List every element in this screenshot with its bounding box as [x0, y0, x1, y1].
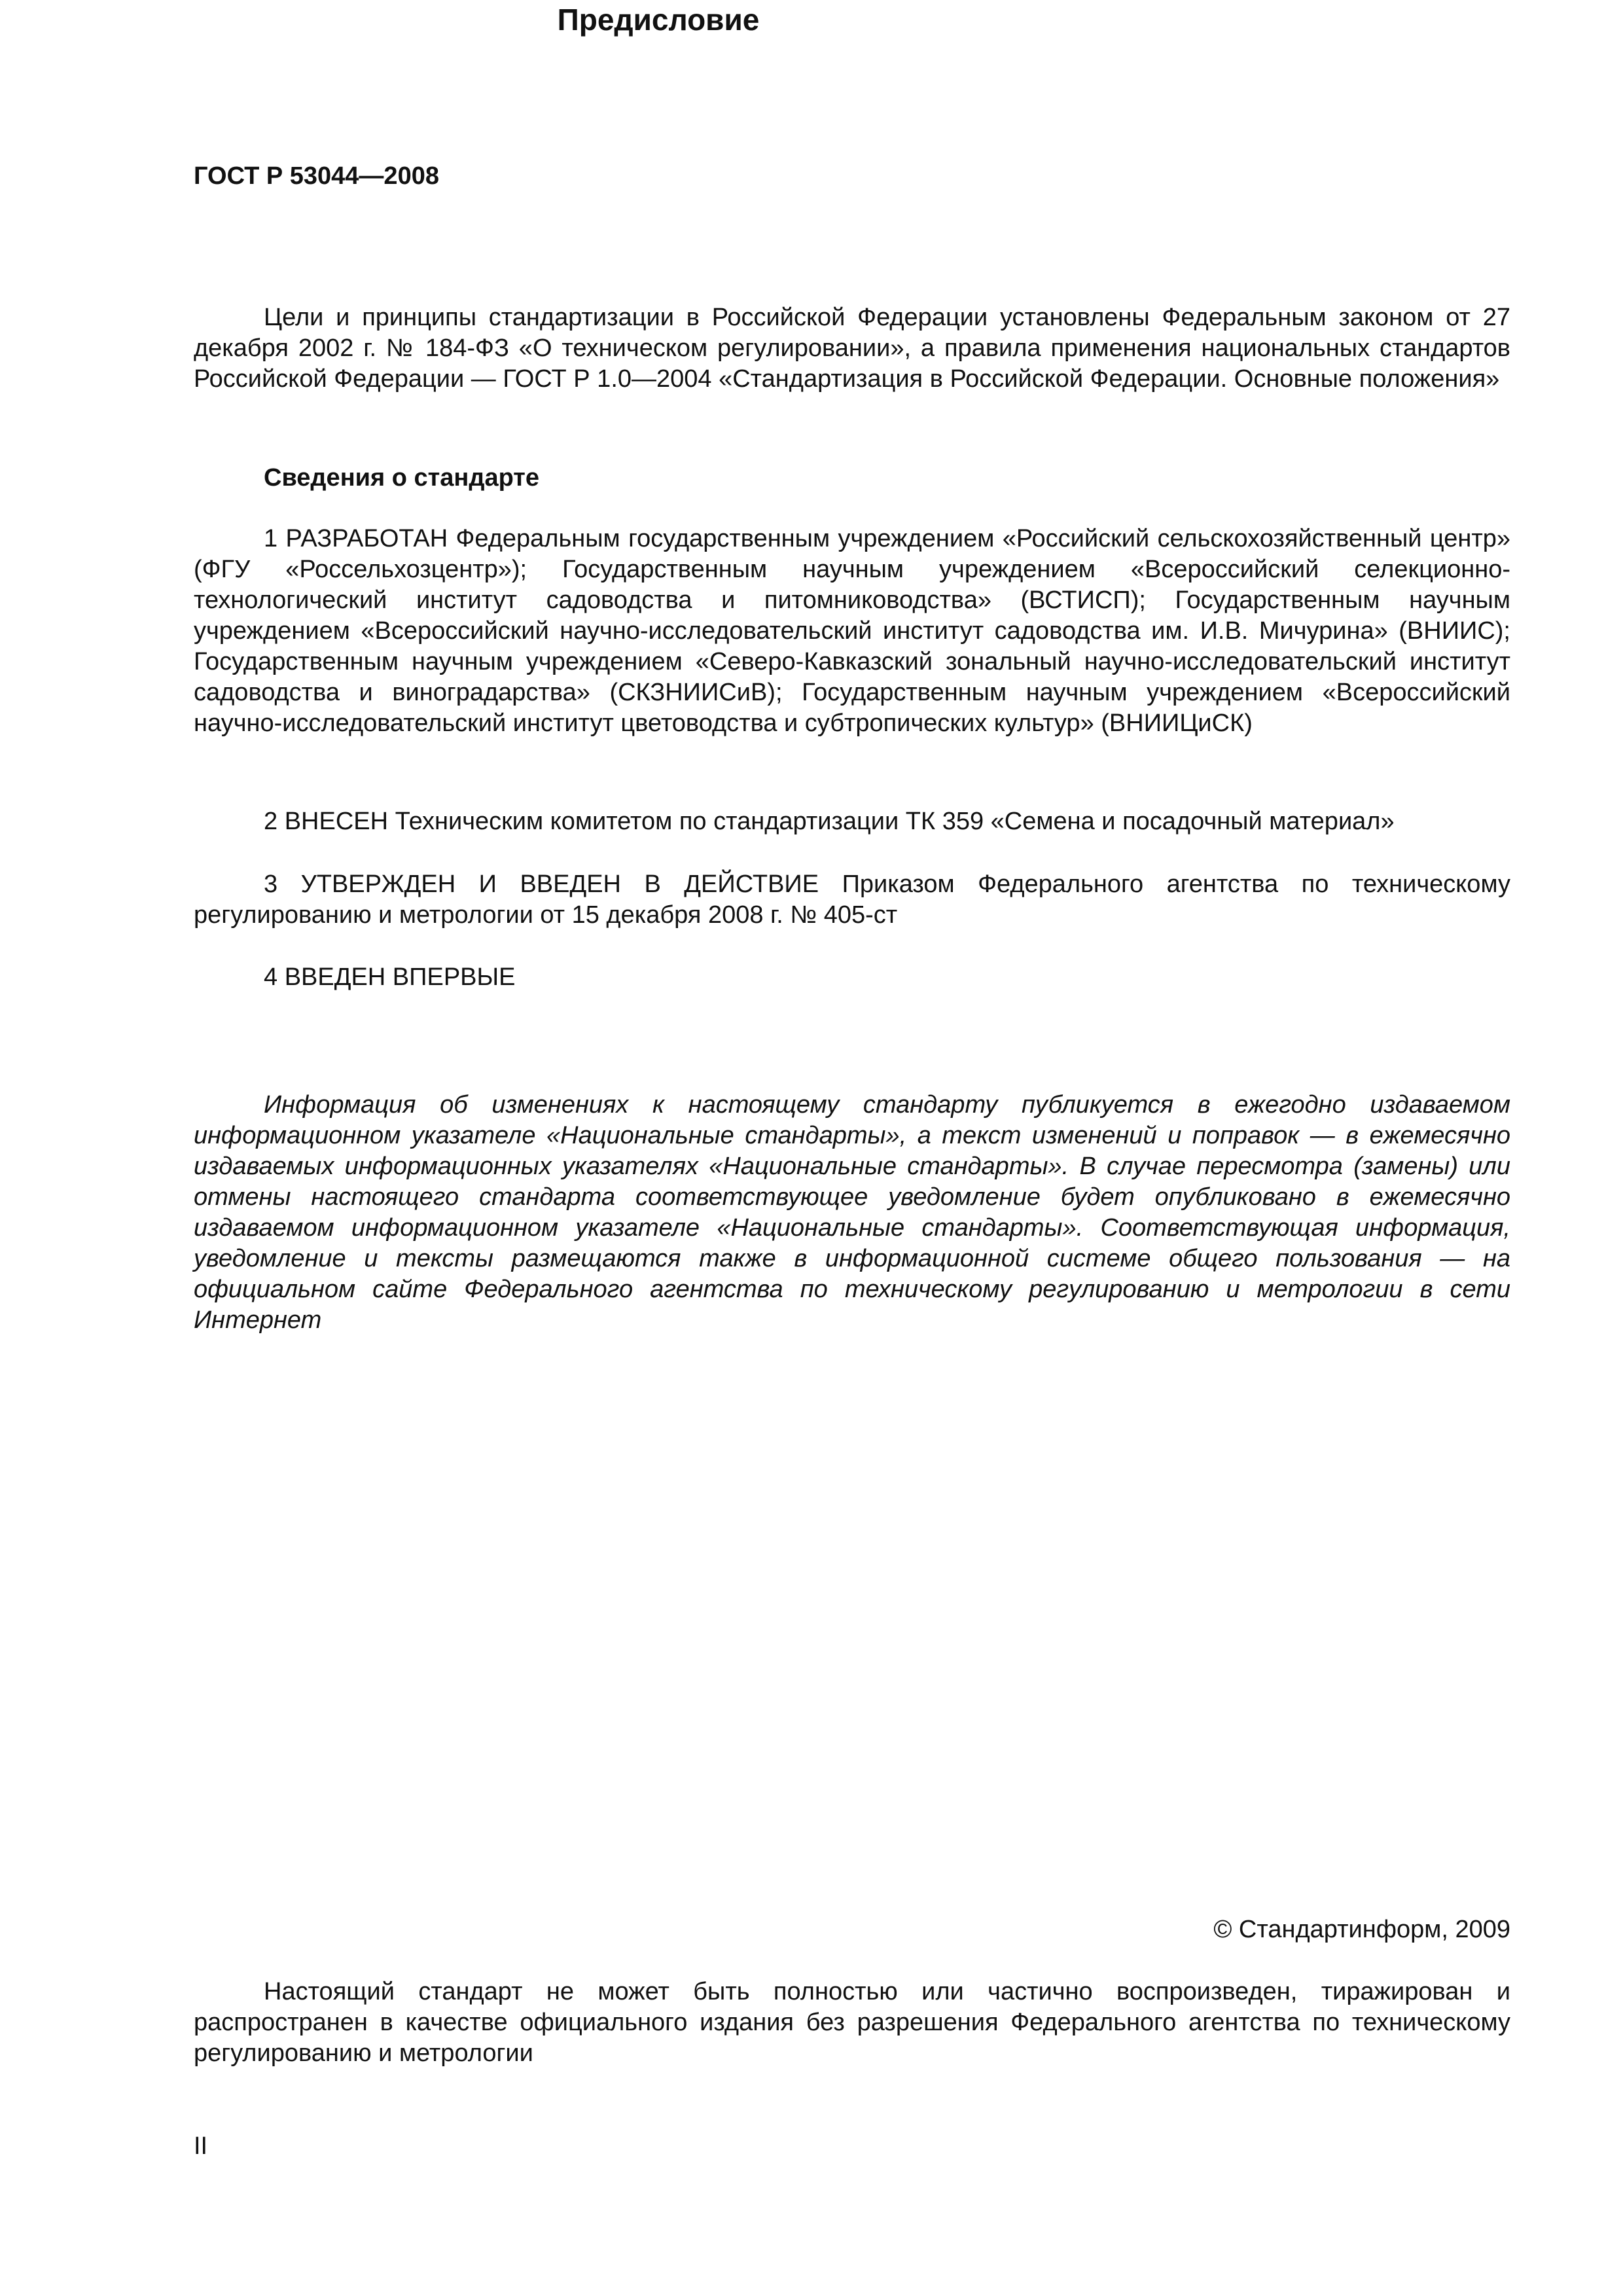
- standard-code-header: ГОСТ Р 53044—2008: [194, 162, 439, 190]
- page-number: II: [194, 2132, 208, 2160]
- item-developed: 1 РАЗРАБОТАН Федеральным государственным учреждением «Российский сельскохозяйственный центр» (ФГУ «Россельхозцентр»); Государственным научным учреждением «Всероссийский селекционно-технологический институт садоводства и питомниководства» (ВСТИСП); Государственным научным учреждением «Всероссийский научно-исследовательский институт садоводства им. И.В. Мичурина» (ВНИИС); Государственным научным учреждением «Северо-Кавказский зональный научно-исследовательский институт садоводства и виноградарства» (СКЗНИИСиВ); Государственным научным учреждением «Всероссийский научно-исследовательский институт цветоводства и субтропических культур» (ВНИИЦиСК): [194, 525, 1510, 737]
- copyright: © Стандартинформ, 2009: [1213, 1916, 1510, 1943]
- intro-paragraph: Цели и принципы стандартизации в Российской Федерации установлены Федеральным законом от 27 декабря 2002 г. № 184-ФЗ «О техническом регулировании», а правила применения национальных стандартов Российской Федерации — ГОСТ Р 1.0—2004 «Стандартизация в Российской Федерации. Основные положения»: [194, 304, 1510, 393]
- reproduction-notice: Настоящий стандарт не может быть полностью или частично воспроизведен, тиражирован и распространен в качестве официального издания без разрешения Федерального агентства по техническому регулированию и метрологии: [194, 1978, 1510, 2067]
- page-title: Предисловие: [557, 3, 760, 37]
- item-introduced: 4 ВВЕДЕН ВПЕРВЫЕ: [264, 963, 516, 991]
- changes-notice: Информация об изменениях к настоящему стандарту публикуется в ежегодно издаваемом информационном указателе «Национальные стандарты», а текст изменений и поправок — в ежемесячно издаваемых информационных указателях «Национальные стандарты». В случае пересмотра (замены) или отмены настоящего стандарта соответствующее уведомление будет опубликовано в ежемесячно издаваемом информационном указателе «Национальные стандарты». Соответствующая информация, уведомление и тексты размещаются также в информационной системе общего пользования — на официальном сайте Федерального агентства по техническому регулированию и метрологии в сети Интернет: [194, 1091, 1510, 1334]
- item-approved: 3 УТВЕРЖДЕН И ВВЕДЕН В ДЕЙСТВИЕ Приказом Федерального агентства по техническому регулированию и метрологии от 15 декабря 2008 г. № 405-ст: [194, 870, 1510, 929]
- info-heading: Сведения о стандарте: [264, 464, 540, 492]
- item-submitted: 2 ВНЕСЕН Техническим комитетом по стандартизации ТК 359 «Семена и посадочный материал»: [264, 808, 1395, 835]
